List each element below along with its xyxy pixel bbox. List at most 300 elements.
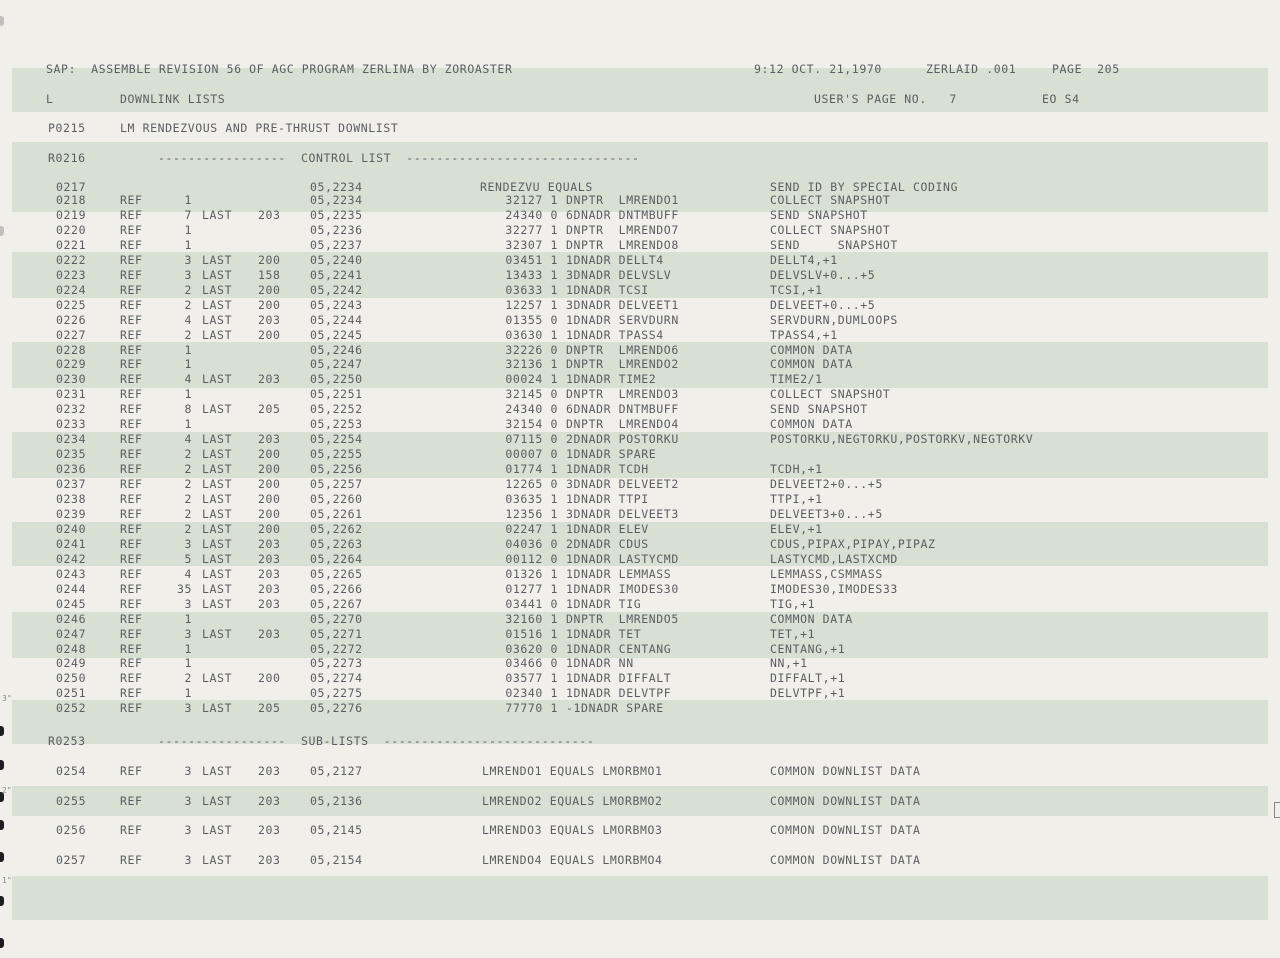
ref-count: 3	[184, 267, 192, 282]
ref-keyword: REF	[120, 492, 143, 506]
ref-count: 8	[184, 402, 192, 417]
listing-row	[0, 656, 1280, 670]
last-keyword: LAST	[202, 492, 233, 506]
line-seq: 0221	[56, 237, 87, 252]
instruction: -1DNADR SPARE	[566, 701, 664, 716]
address: 05,2251	[310, 387, 363, 402]
comment: NN,+1	[770, 656, 808, 671]
ref-count: 1	[184, 656, 192, 671]
instruction: 1DNADR TIME2	[566, 372, 657, 387]
line-seq: 0238	[56, 492, 87, 506]
instruction: DNPTR LMRENDO8	[566, 237, 679, 252]
ref-keyword: REF	[120, 611, 143, 626]
instruction: DNPTR LMRENDO3	[566, 387, 679, 402]
octal-cell: 01326 1	[505, 566, 558, 581]
ref-keyword: REF	[120, 327, 143, 342]
octal-cell: 01774 1	[505, 462, 558, 477]
listing-row	[0, 328, 1280, 342]
last-keyword: LAST	[202, 506, 233, 521]
octal-cell: 01516 1	[505, 626, 558, 641]
instruction: 1DNADR TCSI	[566, 282, 649, 297]
ref-count: 1	[184, 641, 192, 656]
ref-count: 2	[184, 297, 192, 312]
comment: SEND SNAPSHOT	[770, 207, 868, 222]
listing-row	[0, 671, 1280, 685]
ref-count: 3	[184, 701, 192, 716]
line-seq: 0226	[56, 312, 87, 327]
list-title: LM RENDEZVOUS AND PRE-THRUST DOWNLIST	[120, 121, 399, 135]
assembly-title: SAP: ASSEMBLE REVISION 56 OF AGC PROGRAM ZERLINA BY ZOROASTER	[46, 62, 513, 76]
ref-keyword: REF	[120, 536, 143, 551]
octal-cell: 24340 0	[505, 207, 558, 222]
comment: SEND SNAPSHOT	[770, 237, 898, 252]
last-page: 203	[258, 432, 281, 447]
address: 05,2136	[310, 793, 363, 808]
ref-keyword: REF	[120, 312, 143, 327]
line-seq: 0224	[56, 282, 87, 297]
address: 05,2252	[310, 402, 363, 417]
instruction: DNPTR LMRENDO1	[566, 193, 679, 207]
ref-keyword: REF	[120, 853, 143, 868]
ref-count: 1	[184, 387, 192, 402]
ref-keyword: REF	[120, 252, 143, 267]
last-keyword: LAST	[202, 793, 233, 808]
last-keyword: LAST	[202, 701, 233, 716]
octal-cell: 00024 1	[505, 372, 558, 387]
margin-mark: 2"	[2, 786, 12, 795]
ref-keyword: REF	[120, 656, 143, 671]
address: 05,2263	[310, 536, 363, 551]
octal-cell: 02247 1	[505, 521, 558, 536]
instruction: 2DNADR POSTORKU	[566, 432, 679, 447]
ref-count: 4	[184, 312, 192, 327]
listing-row	[0, 208, 1280, 222]
instruction: 1DNADR NN	[566, 656, 634, 671]
comment: SEND SNAPSHOT	[770, 402, 868, 417]
octal-cell: 01355 0	[505, 312, 558, 327]
address: 05,2246	[310, 342, 363, 357]
last-page: 203	[258, 551, 281, 566]
comment: TET,+1	[770, 626, 816, 641]
last-keyword: LAST	[202, 536, 233, 551]
last-page: 200	[258, 297, 281, 312]
listing-row	[0, 642, 1280, 656]
listing-row	[0, 313, 1280, 327]
line-seq: 0231	[56, 387, 87, 402]
instruction: 6DNADR DNTMBUFF	[566, 207, 679, 222]
control-list-header	[0, 151, 1280, 165]
instruction: 1DNADR DELLT4	[566, 252, 664, 267]
instruction: DNPTR LMRENDO7	[566, 222, 679, 237]
ref-count: 4	[184, 372, 192, 387]
octal-cell: 03451 1	[505, 252, 558, 267]
feed-hole	[0, 938, 4, 948]
octal-cell: 32127 1	[505, 193, 558, 207]
ref-keyword: REF	[120, 671, 143, 686]
octal-cell: 03441 0	[505, 596, 558, 611]
octal-cell: 03577 1	[505, 671, 558, 686]
ref-keyword: REF	[120, 521, 143, 536]
margin-mark: 3"	[2, 694, 12, 703]
ref-count: 2	[184, 462, 192, 477]
address: 05,2267	[310, 596, 363, 611]
address: 05,2236	[310, 222, 363, 237]
line-seq: 0254	[56, 764, 87, 778]
comment: TCDH,+1	[770, 462, 823, 477]
listing-row	[0, 447, 1280, 461]
ref-count: 2	[184, 521, 192, 536]
section-header	[0, 92, 1280, 106]
comment: TIG,+1	[770, 596, 816, 611]
listing-row	[0, 794, 1280, 808]
line-seq: 0243	[56, 566, 87, 581]
last-keyword: LAST	[202, 372, 233, 387]
last-keyword: LAST	[202, 327, 233, 342]
line-seq: 0220	[56, 222, 87, 237]
last-page: 203	[258, 207, 281, 222]
line-seq: 0257	[56, 853, 87, 868]
octal-cell: 13433 1	[505, 267, 558, 282]
line-seq: 0236	[56, 462, 87, 477]
address: 05,2276	[310, 701, 363, 716]
comment: COLLECT SNAPSHOT	[770, 387, 891, 402]
last-keyword: LAST	[202, 447, 233, 462]
ref-keyword: REF	[120, 297, 143, 312]
ref-count: 1	[184, 222, 192, 237]
comment: TTPI,+1	[770, 492, 823, 506]
last-page: 203	[258, 566, 281, 581]
listing-row	[0, 223, 1280, 237]
instruction: DNPTR LMRENDO6	[566, 342, 679, 357]
line-seq: 0240	[56, 521, 87, 536]
last-page: 200	[258, 671, 281, 686]
listing-row	[0, 627, 1280, 641]
address: 05,2241	[310, 267, 363, 282]
last-page: 203	[258, 596, 281, 611]
last-page: 200	[258, 252, 281, 267]
instruction: 3DNADR DELVEET1	[566, 297, 679, 312]
line-seq: 0251	[56, 686, 87, 701]
ref-count: 2	[184, 492, 192, 506]
last-keyword: LAST	[202, 432, 233, 447]
ref-count: 2	[184, 671, 192, 686]
listing-row	[0, 268, 1280, 282]
last-keyword: LAST	[202, 282, 233, 297]
ref-count: 3	[184, 536, 192, 551]
line-seq: 0247	[56, 626, 87, 641]
listing-row	[0, 853, 1280, 867]
instruction: DNPTR LMRENDO5	[566, 611, 679, 626]
comment: DELVEET3+0...+5	[770, 506, 883, 521]
line-seq: 0218	[56, 193, 87, 207]
octal-cell: 07115 0	[505, 432, 558, 447]
ref-count: 7	[184, 207, 192, 222]
octal-cell: 77770 1	[505, 701, 558, 716]
instruction: 1DNADR SPARE	[566, 447, 657, 462]
instruction: LMRENDO2 EQUALS LMORBMO2	[482, 793, 663, 808]
instruction: 1DNADR LASTYCMD	[566, 551, 679, 566]
equals-statement: RENDEZVU EQUALS	[480, 180, 593, 194]
line-seq: 0256	[56, 823, 87, 838]
greenbar-band	[12, 876, 1268, 920]
last-page: 200	[258, 492, 281, 506]
comment: IMODES30,IMODES33	[770, 581, 898, 596]
octal-cell: 03620 0	[505, 641, 558, 656]
instruction: 1DNADR ELEV	[566, 521, 649, 536]
ref-keyword: REF	[120, 402, 143, 417]
comment: COMMON DATA	[770, 342, 853, 357]
ref-keyword: REF	[120, 477, 143, 492]
listing-row	[0, 823, 1280, 837]
ref-count: 1	[184, 193, 192, 207]
ref-keyword: REF	[120, 641, 143, 656]
last-keyword: LAST	[202, 462, 233, 477]
listing-row	[0, 492, 1280, 506]
octal-cell: 04036 0	[505, 536, 558, 551]
comment: ELEV,+1	[770, 521, 823, 536]
comment: POSTORKU,NEGTORKU,POSTORKV,NEGTORKV	[770, 432, 1034, 447]
last-page: 200	[258, 447, 281, 462]
address: 05,2237	[310, 237, 363, 252]
last-keyword: LAST	[202, 596, 233, 611]
comment: CENTANG,+1	[770, 641, 846, 656]
octal-cell: 03635 1	[505, 492, 558, 506]
last-page: 200	[258, 327, 281, 342]
last-keyword: LAST	[202, 267, 233, 282]
comment: COMMON DATA	[770, 417, 853, 432]
last-page: 203	[258, 853, 281, 868]
line-seq: 0246	[56, 611, 87, 626]
comment: DELVEET+0...+5	[770, 297, 876, 312]
listing-row	[0, 537, 1280, 551]
line-seq: R0216	[48, 151, 86, 165]
ref-keyword: REF	[120, 193, 143, 207]
ref-count: 2	[184, 477, 192, 492]
comment: DELVEET2+0...+5	[770, 477, 883, 492]
address: 05,2257	[310, 477, 363, 492]
last-keyword: LAST	[202, 566, 233, 581]
instruction: 3DNADR DELVEET3	[566, 506, 679, 521]
address: 05,2270	[310, 611, 363, 626]
sublist-header	[0, 734, 1280, 748]
line-seq: R0253	[48, 734, 86, 748]
last-keyword: LAST	[202, 823, 233, 838]
ref-count: 4	[184, 566, 192, 581]
last-page: 203	[258, 793, 281, 808]
ref-count: 1	[184, 611, 192, 626]
octal-cell: 32145 0	[505, 387, 558, 402]
instruction: 1DNADR TTPI	[566, 492, 649, 506]
line-seq: 0237	[56, 477, 87, 492]
ref-keyword: REF	[120, 222, 143, 237]
last-page: 200	[258, 506, 281, 521]
instruction: 2DNADR CDUS	[566, 536, 649, 551]
address: 05,2127	[310, 764, 363, 778]
ref-keyword: REF	[120, 372, 143, 387]
last-keyword: LAST	[202, 764, 233, 778]
ref-keyword: REF	[120, 566, 143, 581]
eo-code: EO S4	[1042, 92, 1080, 106]
comment: DIFFALT,+1	[770, 671, 846, 686]
line-seq: 0249	[56, 656, 87, 671]
sublist-title: ----------------- SUB-LISTS ----------------------------	[158, 734, 595, 748]
ref-count: 3	[184, 823, 192, 838]
last-page: 200	[258, 462, 281, 477]
comment: COMMON DOWNLIST DATA	[770, 853, 921, 868]
line-seq: 0223	[56, 267, 87, 282]
last-page: 203	[258, 764, 281, 778]
line-seq: 0235	[56, 447, 87, 462]
comment: COMMON DOWNLIST DATA	[770, 793, 921, 808]
comment: LASTYCMD,LASTXCMD	[770, 551, 898, 566]
line-seq: 0244	[56, 581, 87, 596]
ref-count: 2	[184, 327, 192, 342]
ref-keyword: REF	[120, 207, 143, 222]
ref-keyword: REF	[120, 793, 143, 808]
last-page: 203	[258, 372, 281, 387]
last-page: 200	[258, 521, 281, 536]
instruction: 1DNADR SERVDURN	[566, 312, 679, 327]
listing-row	[0, 462, 1280, 476]
instruction: 1DNADR TET	[566, 626, 642, 641]
instruction: DNPTR LMRENDO2	[566, 357, 679, 372]
ref-count: 3	[184, 853, 192, 868]
ref-keyword: REF	[120, 462, 143, 477]
rendezvu-line	[0, 180, 1280, 194]
address: 05,2271	[310, 626, 363, 641]
address: 05,2261	[310, 506, 363, 521]
address: 05,2244	[310, 312, 363, 327]
listing-row	[0, 701, 1280, 715]
address: 05,2250	[310, 372, 363, 387]
line-seq: 0250	[56, 671, 87, 686]
instruction: 6DNADR DNTMBUFF	[566, 402, 679, 417]
octal-cell: 32160 1	[505, 611, 558, 626]
listing-row	[0, 477, 1280, 491]
file-name: ZERLAID .001	[926, 62, 1017, 76]
listing-row	[0, 612, 1280, 626]
instruction: LMRENDO4 EQUALS LMORBMO4	[482, 853, 663, 868]
octal-cell: 01277 1	[505, 581, 558, 596]
instruction: 1DNADR LEMMASS	[566, 566, 672, 581]
last-page: 205	[258, 701, 281, 716]
instruction: LMRENDO3 EQUALS LMORBMO3	[482, 823, 663, 838]
ref-count: 2	[184, 447, 192, 462]
ref-keyword: REF	[120, 417, 143, 432]
ref-keyword: REF	[120, 267, 143, 282]
instruction: 1DNADR TIG	[566, 596, 642, 611]
address: 05,2260	[310, 492, 363, 506]
comment: SERVDURN,DUMLOOPS	[770, 312, 898, 327]
octal-cell: 03633 1	[505, 282, 558, 297]
last-keyword: LAST	[202, 581, 233, 596]
line-seq: 0255	[56, 793, 87, 808]
instruction: LMRENDO1 EQUALS LMORBMO1	[482, 764, 663, 778]
address: 05,2275	[310, 686, 363, 701]
ref-keyword: REF	[120, 626, 143, 641]
line-seq: 0219	[56, 207, 87, 222]
line-seq: 0241	[56, 536, 87, 551]
octal-cell: 00007 0	[505, 447, 558, 462]
instruction: 1DNADR TPASS4	[566, 327, 664, 342]
last-keyword: LAST	[202, 312, 233, 327]
ref-count: 3	[184, 626, 192, 641]
last-page: 200	[258, 477, 281, 492]
address: 05,2242	[310, 282, 363, 297]
line-seq: 0222	[56, 252, 87, 267]
comment: COLLECT SNAPSHOT	[770, 222, 891, 237]
ref-count: 1	[184, 342, 192, 357]
address: 05,2234	[310, 180, 363, 194]
listing-row	[0, 357, 1280, 371]
ref-keyword: REF	[120, 387, 143, 402]
last-page: 200	[258, 282, 281, 297]
comment: DELLT4,+1	[770, 252, 838, 267]
line-seq: 0234	[56, 432, 87, 447]
ref-count: 1	[184, 357, 192, 372]
user-page: USER'S PAGE NO. 7	[814, 92, 957, 106]
listing-row	[0, 238, 1280, 252]
comment: TIME2/1	[770, 372, 823, 387]
comment: COMMON DOWNLIST DATA	[770, 823, 921, 838]
last-keyword: LAST	[202, 477, 233, 492]
line-seq: 0252	[56, 701, 87, 716]
listing-row	[0, 372, 1280, 386]
ref-count: 3	[184, 252, 192, 267]
comment: DELVSLV+0...+5	[770, 267, 876, 282]
ref-keyword: REF	[120, 551, 143, 566]
ref-count: 1	[184, 237, 192, 252]
address: 05,2266	[310, 581, 363, 596]
listing-row	[0, 417, 1280, 431]
octal-cell: 32226 0	[505, 342, 558, 357]
octal-cell: 03466 0	[505, 656, 558, 671]
octal-cell: 32307 1	[505, 237, 558, 252]
address: 05,2245	[310, 327, 363, 342]
line-seq: 0225	[56, 297, 87, 312]
ref-count: 3	[184, 764, 192, 778]
ref-keyword: REF	[120, 506, 143, 521]
comment: SEND ID BY SPECIAL CODING	[770, 180, 959, 194]
last-page: 203	[258, 536, 281, 551]
listing-row	[0, 582, 1280, 596]
listing-row	[0, 343, 1280, 357]
ref-keyword: REF	[120, 823, 143, 838]
line-seq: 0233	[56, 417, 87, 432]
ref-keyword: REF	[120, 237, 143, 252]
ref-keyword: REF	[120, 581, 143, 596]
ref-count: 2	[184, 282, 192, 297]
ref-keyword: REF	[120, 342, 143, 357]
listing-row	[0, 387, 1280, 401]
comment: TCSI,+1	[770, 282, 823, 297]
margin-mark: 1"	[2, 876, 12, 885]
listing-row	[0, 432, 1280, 446]
page-number: PAGE 205	[1052, 62, 1120, 76]
last-keyword: LAST	[202, 626, 233, 641]
last-keyword: LAST	[202, 252, 233, 267]
line-seq: 0230	[56, 372, 87, 387]
ref-keyword: REF	[120, 432, 143, 447]
ref-count: 35	[176, 581, 192, 596]
octal-cell: 12265 0	[505, 477, 558, 492]
line-seq: 0229	[56, 357, 87, 372]
address: 05,2154	[310, 853, 363, 868]
ref-keyword: REF	[120, 596, 143, 611]
comment: COLLECT SNAPSHOT	[770, 193, 891, 207]
address: 05,2256	[310, 462, 363, 477]
address: 05,2255	[310, 447, 363, 462]
